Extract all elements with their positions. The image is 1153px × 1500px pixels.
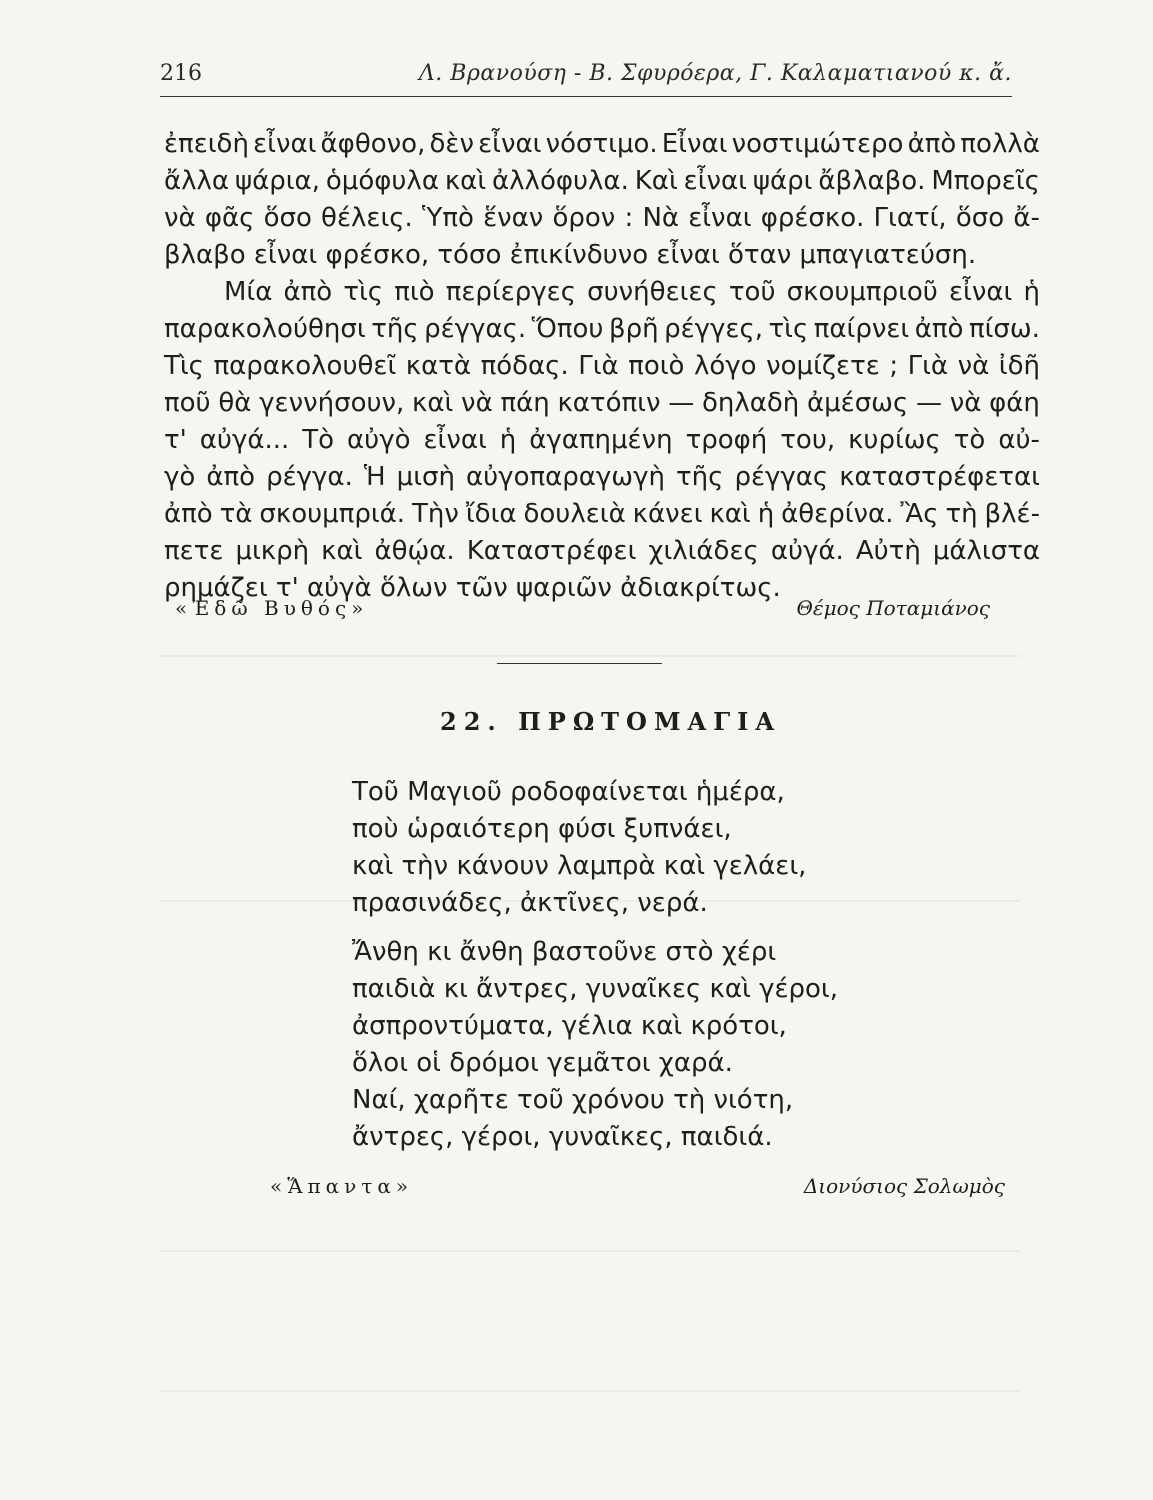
word: ψάρι [752,166,813,196]
word: νὰ [164,203,196,233]
source-work: «Ἐδῶ Βυθός» [175,596,369,620]
word: πόδας. [480,351,569,381]
prose-line [164,311,1040,348]
word: γεννήσουν, [259,388,405,418]
poem-source-attribution [270,1170,1005,1204]
bleed-through [160,1250,1020,1252]
word: πολλὰ [960,129,1040,159]
source-attribution [175,592,990,626]
word: τῆς [675,462,724,492]
word: εἶναι [683,166,747,196]
prose-line [164,348,1040,385]
prose-line: βλαβο εἶναι φρέσκο, τόσο ἐπικίνδυνο εἶναι ὅταν μπαγιατεύση. [164,240,977,270]
word: ἄ- [1013,203,1040,233]
word: ἄλλα [164,166,230,196]
word: Τὸ [302,425,335,455]
word: δηλαδὴ [701,388,800,418]
word: τὸ [953,425,986,455]
word: Γιὰ [578,351,619,381]
word: σκουμπριοῦ [786,277,938,307]
source-author: Θέμος Ποταμιάνος [796,596,990,620]
word: κάνει [632,499,703,529]
word: ἀθῴα. [374,536,455,566]
word: Ἂς [900,499,939,529]
word: — [668,388,695,418]
page-number: 216 [160,61,202,86]
word: πίσω. [968,314,1040,344]
word: φάη [989,388,1040,418]
poem-line: καὶ τὴν κάνουν λαμπρὰ καὶ γελάει, [352,851,807,881]
prose-line: ρημάζει τ' αὐγὰ ὅλων τῶν ψαριῶν ἀδιακρίτως. [164,573,781,603]
word: τὴ [945,499,978,529]
bleed-through [160,1390,1020,1392]
word: ἀπὸ [164,499,213,529]
word: ὅρον [552,203,616,233]
word: σκουμπριά. [259,499,406,529]
poem-line: πρασινάδες, ἀκτῖνες, νερά. [352,888,708,918]
section-divider [497,663,662,664]
word: αὐγά. [770,536,844,566]
word: ἰδῆ [998,351,1040,381]
word: βρῆ [608,314,659,344]
prose-line [164,496,1040,533]
word: ποῦ [164,388,211,418]
word: συνήθειες [587,277,718,307]
word: ρέγγες, [664,314,763,344]
word: δὲν [429,129,474,159]
prose-line [164,126,1040,163]
word: νὰ [957,351,990,381]
word: ρέγγας [734,462,829,492]
word: γὸ [164,462,196,492]
word: πετε [164,536,224,566]
word: Γιατί, [873,203,947,233]
word: ἴδια [465,499,517,529]
prose-line [164,200,1040,237]
word: Νὰ [642,203,680,233]
word: μικρὴ [235,536,310,566]
word: Μπορεῖς [931,166,1040,196]
word: ρέγγας. [424,314,527,344]
word: πάη [500,388,550,418]
poem-line: ποὺ ὡραιότερη φύσι ξυπνάει, [352,814,732,844]
word: θὰ [218,388,252,418]
poem-stanza [352,934,838,1156]
word: κυρίως [848,425,941,455]
word: κατὰ [405,351,472,381]
word: νόστιμο. [545,129,658,159]
prose-line [164,533,1040,570]
running-head-title: Λ. Βρανούση - Β. Σφυρόερα, Γ. Καλαματιανού κ. ἄ. [418,61,1012,86]
word: του, [780,425,836,455]
word: καὶ [709,499,751,529]
word: τροφή [685,425,768,455]
word: εἶναι [423,425,487,455]
word: ρέγγα. [266,462,353,492]
word: καὶ [444,166,487,196]
prose-line [164,274,1040,311]
poem-line: ὅλοι οἱ δρόμοι γεμᾶτοι χαρά. [352,1048,733,1078]
word: Μία [224,277,273,307]
word: μισὴ [396,462,455,492]
word: εἶναι [948,277,1013,307]
word: αὐγὸ [347,425,411,455]
word: ἕναν [483,203,544,233]
word: λόγο [694,351,757,381]
word: παρακολούθησι [164,314,366,344]
word: πιὸ [394,277,435,307]
word: νὰ [461,388,493,418]
word: Εἶναι [661,129,728,159]
source-author: Διονύσιος Σολωμὸς [803,1174,1005,1198]
word: ὅσο [955,203,1005,233]
word: ἡ [757,499,775,529]
word: ψάρια, [234,166,320,196]
source-work: «Ἅπαντα» [270,1174,414,1198]
word: καὶ [412,388,454,418]
word: Ὑπὸ [421,203,474,233]
word: Ὅπου [531,314,604,344]
word: ἐπειδὴ [164,129,249,159]
prose-line [164,385,1040,422]
word: κατόπιν [557,388,661,418]
prose-line [164,163,1040,200]
word: Καταστρέφει [466,536,637,566]
prose-line [164,422,1040,459]
word: τὶς [768,314,809,344]
word: ἡ [499,425,517,455]
word: τοῦ [728,277,776,307]
word: Τὶς [164,351,204,381]
word: νομίζετε [766,351,880,381]
word: Ἡ [363,462,386,492]
word: θέλεις. [321,203,413,233]
header-rule [160,96,1012,97]
word: ἀθερίνα. [781,499,894,529]
word: φρέσκο. [760,203,865,233]
poem-line: παιδιὰ κι ἄντρες, γυναῖκες καὶ γέροι, [352,974,838,1004]
word: ἀπὸ [283,277,333,307]
poem-stanza [352,774,806,922]
running-head [160,55,1012,95]
word: — [915,388,942,418]
word: Γιὰ [907,351,949,381]
word: Καὶ [634,166,678,196]
word: εἶναι [253,129,317,159]
word: τὶς [343,277,384,307]
word: μάλιστα [932,536,1040,566]
word: τ' [164,425,187,455]
word: νὰ [949,388,982,418]
word: αὐγά... [199,425,290,455]
word: εἶναι [478,129,542,159]
word: βλέ- [984,499,1040,529]
word: εἶναι [688,203,752,233]
poem-title: 22. ΠΡΩΤΟΜΑΓΙΑ [440,707,782,736]
word: παρακολουθεῖ [213,351,397,381]
word: ἀλλόφυλα. [492,166,629,196]
word: ἡ [1023,277,1040,307]
word: αὐγοπαραγωγὴ [466,462,665,492]
word: Τὴν [412,499,459,529]
poem-line: ἀσπροντύματα, γέλια καὶ κρότοι, [352,1011,787,1041]
word: παίρνει [813,314,910,344]
word: ἀγαπημένη [529,425,673,455]
word: Αὐτὴ [855,536,921,566]
word: δουλειὰ [523,499,626,529]
word: καὶ [321,536,363,566]
word: ἀπὸ [907,129,957,159]
word: ἀμέσως [806,388,909,418]
word: ἀπὸ [914,314,964,344]
word: νοστιμώτερο [731,129,904,159]
prose-line [164,459,1040,496]
word: καταστρέφεται [839,462,1040,492]
poem-line: Ναί, χαρῆτε τοῦ χρόνου τὴ νιότη, [352,1085,794,1115]
word: χιλιάδες [648,536,759,566]
word: ; [889,351,899,381]
word: ἄφθονο, [320,129,426,159]
word: τῆς [371,314,419,344]
prose-passage [164,126,1040,607]
poem-line: Ἄνθη κι ἄνθη βαστοῦνε στὸ χέρι [352,937,777,967]
poem-line: Τοῦ Μαγιοῦ ροδοφαίνεται ἡμέρα, [352,777,785,807]
word: ἀπὸ [206,462,256,492]
word: ἄβλαβο. [818,166,926,196]
word: : [624,203,634,233]
word: ποιὸ [628,351,685,381]
word: αὐ- [998,425,1040,455]
word: φᾶς [204,203,255,233]
word: τὰ [219,499,253,529]
bleed-through [160,655,1020,657]
word: περίεργες [445,277,576,307]
poem-line: ἄντρες, γέροι, γυναῖκες, παιδιά. [352,1122,773,1152]
word: ὅσο [263,203,312,233]
word: ὁμόφυλα [325,166,439,196]
